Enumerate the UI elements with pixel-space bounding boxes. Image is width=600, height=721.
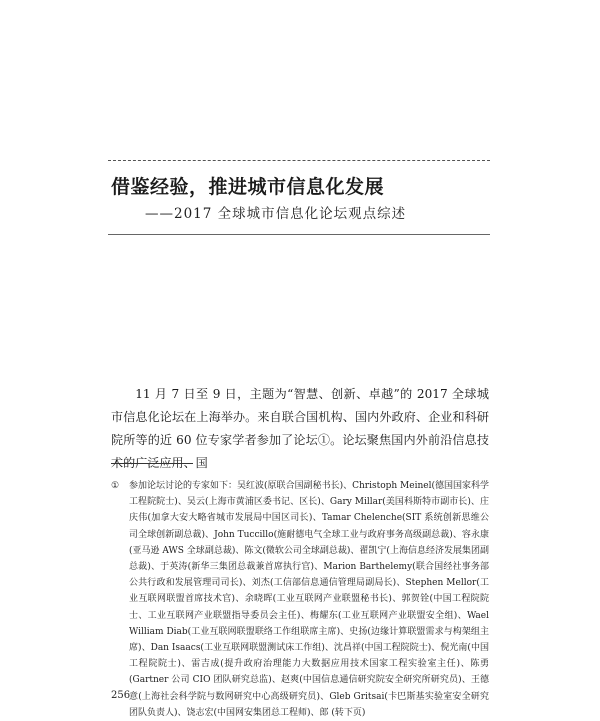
footnote-separator (111, 463, 193, 464)
footnote-marker: ① (111, 481, 120, 491)
header-dashed-rule (108, 160, 490, 161)
footnote-text: 参加论坛讨论的专家如下：吴红波(原联合国副秘书长)、Christoph Meinel(德国国家科学工程院院士)、吴云(上海市黄浦区委书记、区长)、Gary Millar(美国科斯特市副市长)、庄庆伟(加拿大安大略省城市发展局中国区司长)、Tamar Chelenche(SIT 系统创新思维公司全球创新副总裁)、John Tuccillo(施耐德电气全球工业与政府事务高级副总裁)、容永康(亚马逊 AWS 全球副总裁)、陈文(微软公司全球副总裁)、翟凯宁(上海信息经济发展集团副总裁)、于英涛(新华三集团总裁兼首席执行官)、Marion Barthelemy(联合国经社事务部公共行政和发展管理司司长)、刘杰(工信部信息通信管理局副局长)、Stephen Mellor(工业互联网联盟首席技术官)、余晓晖(工业互联网产业联盟秘书长)、郭贺铨(中国工程院院士、工业互联网产业联盟指导委员会主任)、梅耀东(工业互联网产业联盟安全组)、Wael William Diab(工业互联网联盟联络工作组联席主席)、史扬(边缘计算联盟需求与构架组主席)、Dan Isaacs(工业互联网联盟测试床工作组)、沈昌祥(中国工程院院士)、倪光南(中国工程院院士)、雷吉成(提升政府治理能力大数据应用技术国家工程实验室主任)、陈勇(Gartner 公司 CIO 团队研究总监)、赵爽(中国信息通信研究院安全研究所研究员)、王德意(上海社会科学院与数网研究中心高级研究员)、Gleb Gritsai(卡巴斯基实验室安全研究团队负责人)、饶志宏(中国网安集团总工程师)、郎 (转下页) (129, 481, 489, 718)
article-subtitle: ——2017 全球城市信息化论坛观点综述 (145, 206, 407, 222)
page-number: 256 (111, 690, 131, 701)
header-bottom-rule (108, 234, 490, 235)
article-title: 借鉴经验，推进城市信息化发展 (111, 176, 385, 198)
body-paragraph: 11 月 7 日至 9 日，主题为“智慧、创新、卓越”的 2017 全球城市信息化论坛在上海举办。来自联合国机构、国内外政府、企业和科研院所等的近 60 位专家学者参加了论坛①。论坛聚焦国内外前沿信息技术的广泛应用、国 (111, 387, 489, 470)
article-body (111, 383, 489, 475)
footnote (111, 478, 489, 721)
